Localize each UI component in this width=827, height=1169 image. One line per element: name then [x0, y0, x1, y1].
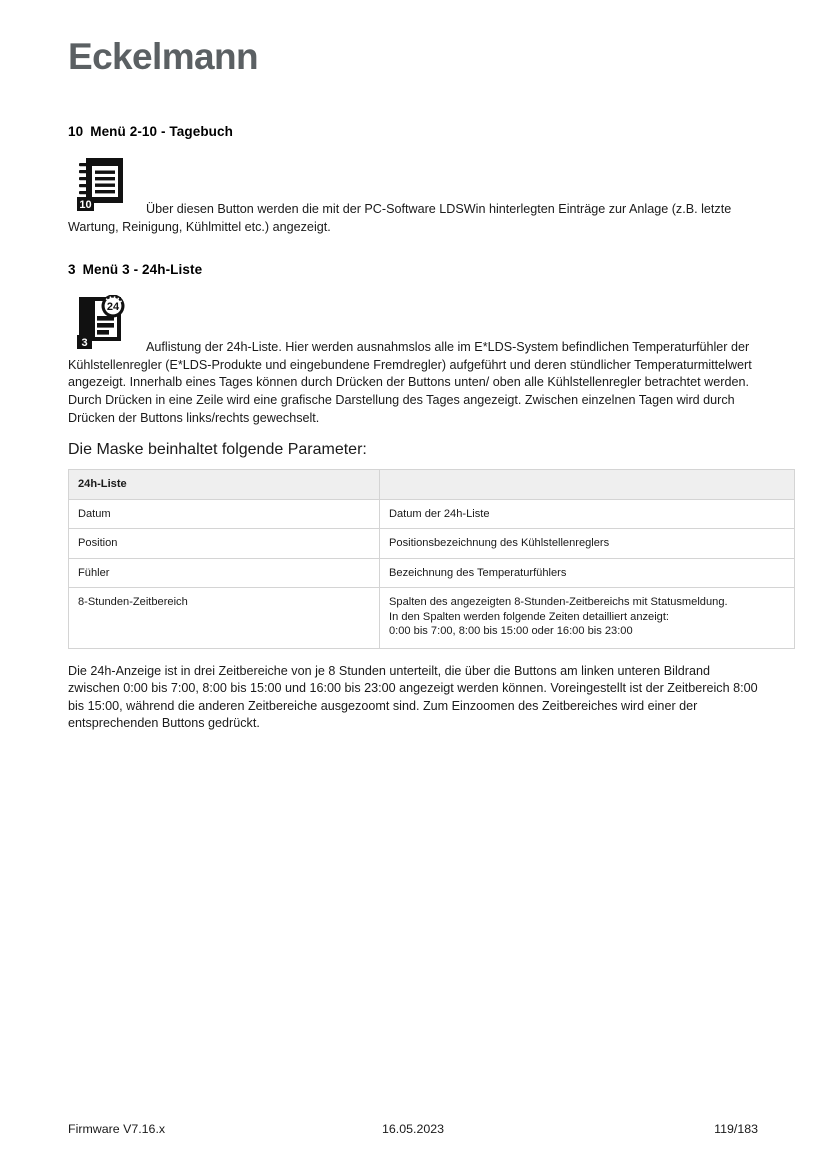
table-cell-param: 8-Stunden-Zeitbereich	[69, 588, 380, 649]
svg-text:24: 24	[106, 301, 120, 314]
cell-line: Positionsbezeichnung des Kühlstellenreglers	[389, 537, 610, 550]
table-cell-param: Fühler	[69, 558, 380, 588]
section-heading-2	[68, 262, 758, 277]
section-1-icon-paragraph	[68, 157, 758, 236]
table-row	[69, 588, 795, 649]
logo-text: Eckelmann	[68, 36, 258, 77]
table-cell-param: Position	[69, 529, 380, 559]
footer-firmware: Firmware V7.16.x	[68, 1122, 166, 1136]
section-title-1: Menü 2-10 - Tagebuch	[90, 124, 233, 139]
footer-page-number: 119/183	[714, 1122, 758, 1136]
table-cell-param: Datum	[69, 499, 380, 529]
cell-line: Spalten des angezeigten 8-Stunden-Zeitbereichs mit Statusmeldung.	[389, 596, 728, 609]
tagebuch-notebook-icon	[75, 157, 133, 219]
document-content	[68, 124, 758, 733]
section-2-body	[68, 295, 758, 427]
section-1-body-text: Über diesen Button werden die mit der PC-Software LDSWin hinterlegten Einträge zur Anlage (z.B. letzte Wartung, Reinigung, Kühlmittel etc.) angezeigt.	[68, 202, 732, 234]
24h-liste-icon	[75, 295, 133, 357]
cell-line: In den Spalten werden folgende Zeiten detailliert anzeigt:	[389, 610, 669, 623]
table-header-cell-2	[380, 470, 795, 500]
table-intro-heading: Die Maske beinhaltet folgende Parameter:	[68, 441, 367, 459]
cell-line: 0:00 bis 7:00, 8:00 bis 15:00 oder 16:00 bis 23:00	[389, 625, 633, 638]
section-heading-1	[68, 124, 758, 139]
section-2-body-text: Auflistung der 24h-Liste. Hier werden ausnahmslos alle im E*LDS-System befindlichen Temperaturfühler der Kühlstellenregler (E*LDS-Produkte und eingebundene Fremdregler) aufgeführt und deren stündlicher Temperaturmittelwert angezeigt. Innerhalb eines Tages können durch Drücken der Buttons unten/ oben alle Kühlstellenregler betrachtet werden. Durch Drücken in eine Zeile wird eine grafische Darstellung des Tages angezeigt. Zwischen einzelnen Tagen wird durch Drücken der Buttons links/rechts gewechselt.	[68, 340, 752, 425]
table-header-cell-1: 24h-Liste	[69, 470, 380, 500]
page-footer	[68, 1122, 758, 1136]
section-1-body	[68, 157, 758, 236]
section-2-icon-paragraph	[68, 295, 758, 427]
closing-paragraph: Die 24h-Anzeige ist in drei Zeitbereiche von je 8 Stunden unterteilt, die über die Buttons am linken unteren Bildrand zwischen 0:00 bis 7:00, 8:00 bis 15:00 und 16:00 bis 23:00 angezeigt werden können. Voreingestellt ist der Zeitbereich 8:00 bis 15:00, während die anderen Zeitbereiche ausgezoomt sind. Zum Einzoomen des Zeitbereiches wird einer der entsprechenden Buttons gedrückt.	[68, 663, 758, 731]
table-cell-description	[380, 588, 795, 649]
svg-text:10: 10	[79, 199, 92, 211]
section-number-1: 10	[68, 124, 84, 139]
svg-text:3: 3	[81, 337, 88, 350]
table-row	[69, 529, 795, 559]
footer-date: 16.05.2023	[381, 1122, 445, 1136]
table-cell-description	[380, 499, 795, 529]
table-cell-description	[380, 558, 795, 588]
company-logo	[68, 38, 258, 75]
section-number-2: 3	[68, 262, 76, 278]
cell-line: Datum der 24h-Liste	[389, 507, 490, 520]
section-title-2: Menü 3 - 24h-Liste	[82, 262, 203, 278]
table-cell-description	[380, 529, 795, 559]
parameter-table	[68, 469, 795, 649]
cell-line: Bezeichnung des Temperaturfühlers	[389, 566, 567, 579]
table-row	[69, 558, 795, 588]
table-header-row	[69, 470, 795, 500]
table-row	[69, 499, 795, 529]
